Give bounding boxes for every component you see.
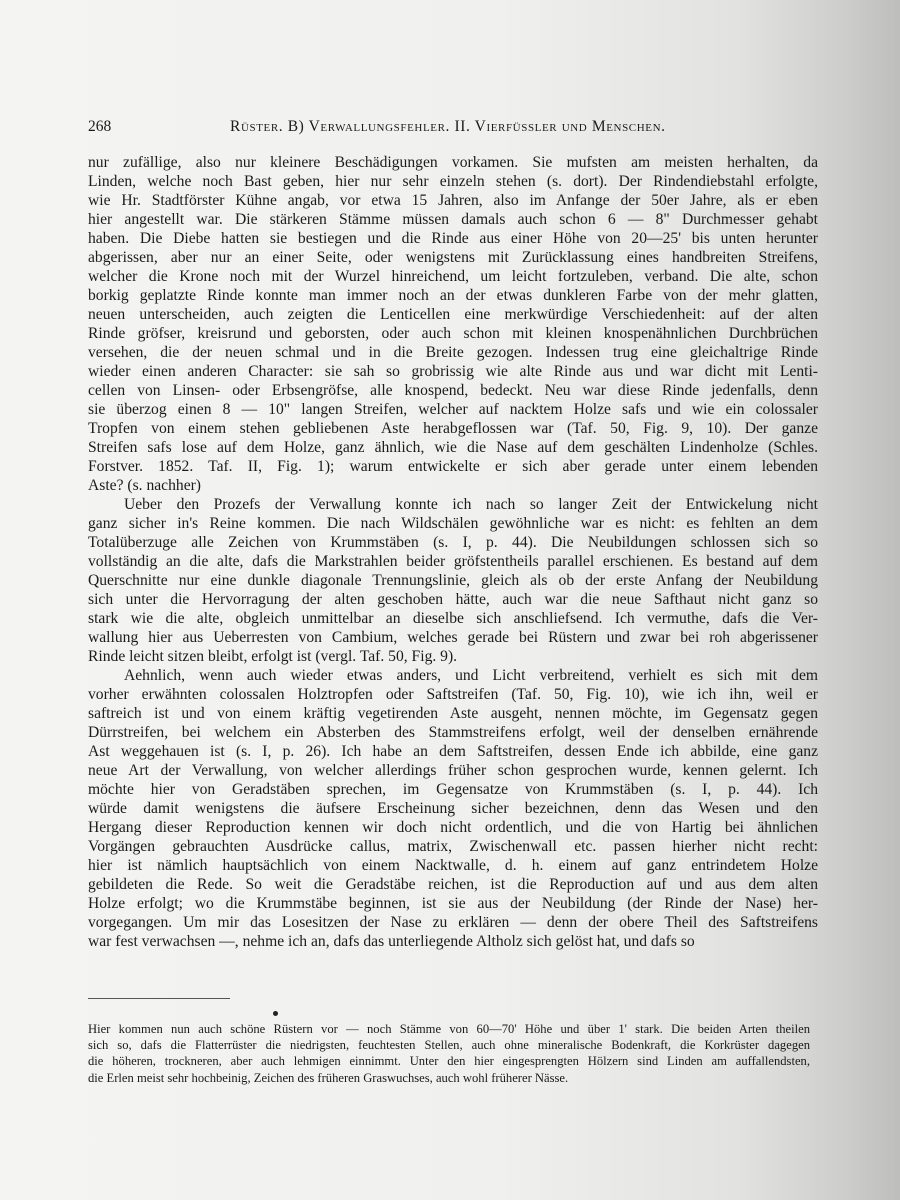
body-line: abgerissen, aber nur an einer Seite, oder wenigstens mit Zurücklassung eines handbreiten Streifens,: [88, 249, 818, 266]
footnote-line: Hier kommen nun auch schöne Rüstern vor — noch Stämme von 60—70' Höhe und über 1' stark. Die beiden Arten theilen: [88, 1022, 810, 1036]
body-line: vollständig an die alte, dafs die Markstrahlen beider gröfstentheils parallel erschienen. Es bestand auf dem: [88, 553, 818, 570]
body-line: Dürrstreifen, bei welchem ein Absterben des Stammstreifens erfolgt, weil der denselben ernährende: [88, 724, 818, 741]
body-line: Ast weggehauen ist (s. I, p. 26). Ich habe an dem Saftstreifen, dessen Ende ich abbilde, eine ganz: [88, 743, 818, 760]
body-line: Linden, welche noch Bast geben, hier nur sehr einzeln stehen (s. dort). Der Rindendiebstahl erfolgte,: [88, 173, 818, 190]
body-line: möchte hier von Geradstäben sprechen, im Gegensatze von Krummstäben (s. I, p. 44). Ich: [88, 781, 818, 798]
page-header: [88, 117, 818, 137]
footnote-line: die Erlen meist sehr hochbeinig, Zeichen des früheren Graswuchses, auch wohl früherer Nässe.: [88, 1070, 569, 1085]
body-line: Ueber den Prozefs der Verwallung konnte ich nach so langer Zeit der Entwickelung nicht: [124, 496, 818, 513]
body-line: war fest verwachsen —, nehme ich an, dafs das unterliegende Altholz sich gelöst hat, und dafs so: [88, 933, 695, 950]
footnote-divider: [88, 998, 230, 999]
body-line: Forstver. 1852. Taf. II, Fig. 1); warum entwickelte er sich aber gerade unter einem lebenden: [88, 458, 818, 475]
body-line: Querschnitte nur eine dunkle diagonale Trennungslinie, gleich als ob der erste Anfang der Neubildung: [88, 572, 818, 589]
body-line: Streifen safs lose auf dem Holze, ganz ähnlich, wie die Nase auf dem geschälten Lindenholze (Schles.: [88, 439, 818, 456]
footnote-line: sich so, dafs die Flatterrüster die niedrigsten, feuchtesten Stellen, auch ohne mineralische Bodenkraft, die Korkrüster dagegen: [88, 1038, 810, 1053]
body-line: haben. Die Diebe hatten sie bestiegen und die Rinde aus einer Höhe von 20—25' bis unten herunter: [88, 230, 818, 247]
body-line: stark wie die alte, obgleich unmittelbar an dieselbe sich anschliefsend. Ich vermuthe, dafs die Ver-: [88, 610, 818, 627]
body-line: wie Hr. Stadtförster Kühne angab, vor etwa 15 Jahren, also im Anfange der 50er Jahre, als er eben: [88, 192, 818, 209]
running-head: Rüster. B) Verwallungsfehler. II. Vierfüssler und Menschen.: [230, 118, 666, 135]
body-line: nur zufällige, also nur kleinere Beschädigungen vorkamen. Sie mufsten am meisten herhalten, da: [88, 154, 818, 171]
body-line: saftreich ist und von einem kräftig vegetirenden Aste ausgeht, nennen möchte, im Gegensatz gegen: [88, 705, 818, 722]
body-line: hier angestellt war. Die stärkeren Stämme müssen damals auch schon 6 — 8" Durchmesser gehabt: [88, 211, 818, 228]
body-line: Vorgängen gebrauchten Ausdrücke callus, matrix, Zwischenwall etc. passen hierher nicht recht:: [88, 838, 818, 855]
body-line: Rinde gröfser, kreisrund und geborsten, oder auch schon mit kleinen knospenähnlichen Durchbrüchen: [88, 325, 818, 342]
body-line: Holze erfolgt; wo die Krummstäbe beginnen, ist sie aus der Neubildung (der Rinde der Nase) her-: [88, 895, 818, 912]
body-line: Aehnlich, wenn auch wieder etwas anders, und Licht verbreitend, verhielt es sich mit dem: [124, 667, 818, 684]
body-line: Hergang dieser Reproduction kennen wir doch nicht ordentlich, und die von Hartig bei ähnlichen: [88, 819, 818, 836]
body-line: Rinde leicht sitzen bleibt, erfolgt ist (vergl. Taf. 50, Fig. 9).: [88, 648, 458, 665]
body-line: gebildeten die Rede. So weit die Geradstäbe reichen, ist die Reproduction auf und aus dem alten: [88, 876, 818, 893]
body-line: würde damit wenigstens die äufsere Erscheinung sicher bezeichnen, denn das Wesen und den: [88, 800, 818, 817]
body-line: Tropfen von einem stehen gebliebenen Aste herabgeflossen war (Taf. 50, Fig. 9, 10). Der ganze: [88, 420, 818, 437]
body-line: sie überzog einen 8 — 10" langen Streifen, welcher auf nacktem Holze safs und wie ein colossaler: [88, 401, 818, 418]
body-line: vorher erwähnten colossalen Holztropfen oder Saftstreifen (Taf. 50, Fig. 10), wie ich ihn, weil er: [88, 686, 818, 703]
body-line: wieder einen anderen Character: sie sah so grobrissig wie alte Rinde aus und war dicht mit Lenti-: [88, 363, 818, 380]
body-line: sich unter die Hervorragung der alten geschoben hätte, auch war die neue Safthaut nicht ganz so: [88, 591, 818, 608]
body-text: [88, 153, 818, 951]
body-line: neuen unterscheiden, auch zeigten die Lenticellen eine merkwürdige Verschiedenheit: auf der alten: [88, 306, 818, 323]
body-line: cellen von Linsen- oder Erbsengröfse, alle knospend, bedeckt. Neu war diese Rinde jedenfalls, denn: [88, 382, 818, 399]
body-line: vorgegangen. Um mir das Losesitzen der Nase zu erklären — denn der obere Theil des Saftstreifens: [88, 914, 818, 931]
body-line: ganz sicher in's Reine kommen. Die nach Wildschälen gewöhnliche war es nicht: es fehlten an dem: [88, 515, 818, 532]
body-line: welcher die Krone noch mit der Wurzel hinreichend, um leicht fortzuleben, verband. Die alte, schon: [88, 268, 818, 285]
body-line: versehen, die der neuen schmal und in die Breite gezogen. Indessen trug eine gleichaltrige Rinde: [88, 344, 818, 361]
body-line: hier ist nämlich hauptsächlich von einem Nacktwalle, d. h. einem auf ganz entrindetem Holze: [88, 857, 818, 874]
page-number: 268: [88, 118, 112, 135]
body-line: borkig geplatzte Rinde konnte man immer noch an der etwas dunkleren Farbe von der mehr glatten,: [88, 287, 818, 304]
footnote-mark: [273, 1011, 278, 1016]
footnote: [88, 1021, 810, 1086]
footnote-line: die höheren, trockneren, aber auch lehmigen einnimmt. Unter den hier eingesprengten Hölzern sind Linden am auffallendsten,: [88, 1054, 810, 1069]
body-line: Aste? (s. nachher): [88, 477, 202, 494]
body-line: wallung hier aus Ueberresten von Cambium, welches gerade bei Rüstern und zwar bei roh abgerissener: [88, 629, 818, 646]
body-line: Totalüberzuge alle Zeichen von Krummstäben (s. I, p. 44). Die Neubildungen schlossen sich so: [88, 534, 818, 551]
body-line: neue Art der Verwallung, von welcher allerdings früher schon gesprochen wurde, kennen gelernt. Ich: [88, 762, 818, 779]
